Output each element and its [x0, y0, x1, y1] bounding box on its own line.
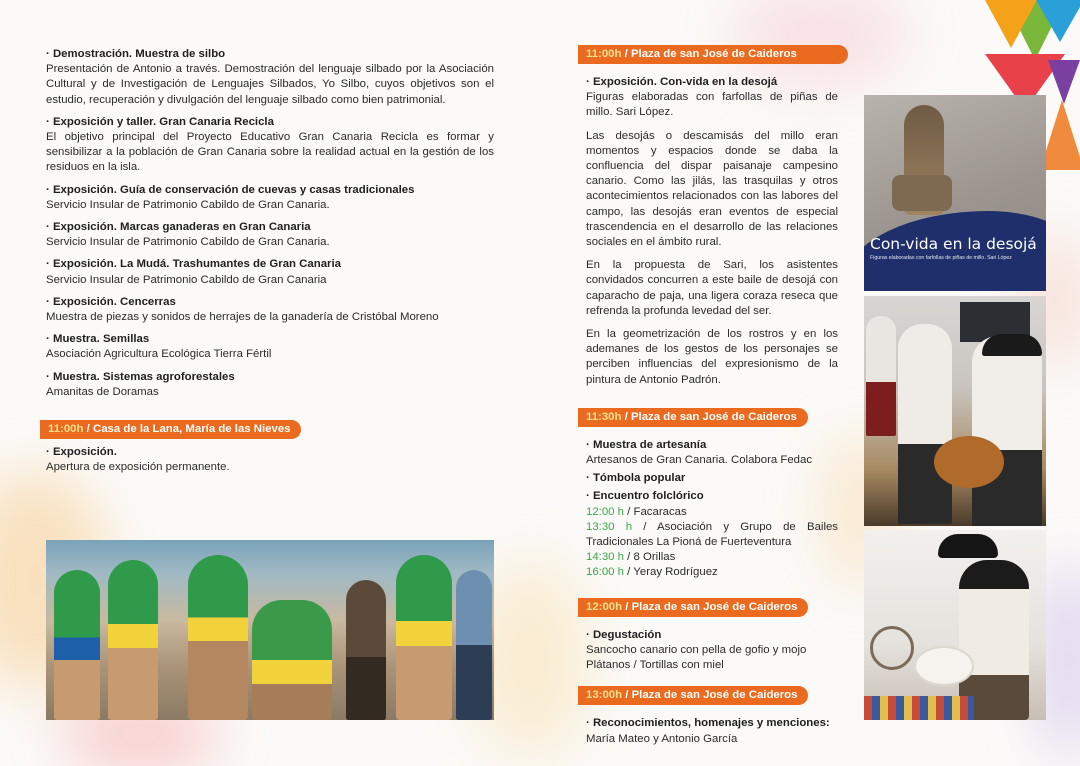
item-body: Apertura de exposición permanente.: [46, 461, 230, 474]
schedule-text: / Yeray Rodríguez: [624, 566, 718, 579]
program-item: [46, 183, 494, 213]
schedule-time: 13:30 h: [586, 520, 633, 533]
item-title: · Reconocimientos, homenajes y menciones:: [586, 717, 830, 730]
program-item: [586, 716, 838, 746]
item-body: Plátanos / Tortillas con miel: [586, 659, 724, 672]
left-column: [46, 47, 494, 482]
program-item: [46, 370, 494, 400]
badge-place: / Plaza de san José de Caideros: [622, 689, 798, 702]
item-title: · Demostración. Muestra de silbo: [46, 48, 226, 60]
schedule-text: / Asociación y Grupo de Bailes Tradicionales La Pioná de Fuerteventura: [586, 520, 838, 549]
item-title: · Exposición. La Mudá. Trashumantes de Gran Canaria: [46, 258, 341, 271]
photo-caption-subtitle: Figuras elaboradas con farfollas de piñas de millo. Sari López: [870, 255, 1012, 261]
program-item: [46, 220, 494, 250]
item-title: · Tómbola popular: [586, 472, 686, 485]
schedule-entry: [586, 505, 838, 520]
time-badge: [578, 408, 808, 427]
schedule-entry: [586, 550, 838, 565]
badge-time: 11:00h: [586, 48, 622, 60]
item-body: En la propuesta de Sari, los asistentes convidados concurren a este baile de desojá con caparacho de paja, una ligera coraza reseca que refrenda la profunda levedad del ser.: [586, 259, 838, 317]
item-body: El objetivo principal del Proyecto Educativo Gran Canaria Recicla es formar y sensibilizar a la población de Gran Canaria sobre la realidad actual en la gestión de los residuos en la isla.: [46, 131, 494, 174]
photo-artisan: [864, 530, 1046, 720]
decor-triangle: [1048, 60, 1080, 104]
badge-place: / Plaza de san José de Caideros: [621, 48, 797, 60]
item-title: · Encuentro folclórico: [586, 490, 704, 503]
program-item: [46, 295, 494, 325]
item-body: Servicio Insular de Patrimonio Cabildo de Gran Canaria.: [46, 236, 330, 249]
badge-time: 11:30h: [586, 410, 622, 423]
item-body: Figuras elaboradas con farfollas de piñas de millo. Sari López.: [586, 91, 838, 119]
time-badge: [578, 598, 808, 617]
item-title: · Exposición. Con-vida en la desojá: [586, 76, 778, 88]
item-title: · Muestra. Semillas: [46, 333, 150, 346]
schedule-text: / 8 Orillas: [624, 551, 676, 564]
item-title: · Exposición. Cencerras: [46, 295, 176, 308]
badge-place: / Casa de la Lana, María de las Nieves: [83, 423, 291, 436]
item-title: · Muestra de artesanía: [586, 438, 707, 451]
schedule-entry: [586, 565, 838, 580]
item-body: Las desojás o descamisás del millo eran momentos y espacios donde se daba la confluencia del dispar paisanaje campesino canario. Como las jilás, las trasquilas y otros acontecimientos relacionados con las labores del campo, las desojás eran eventos de especial trascendencia en el desarrollo de las relaciones sociales en el ámbito rural.: [586, 129, 838, 249]
schedule-time: 14:30 h: [586, 551, 625, 564]
program-item: [586, 489, 838, 580]
schedule-entry: [586, 520, 838, 550]
badge-time: 13:00h: [586, 689, 623, 702]
decor-triangle: [985, 0, 1037, 48]
time-badge: [578, 45, 848, 64]
photo-sculpture: [864, 95, 1046, 291]
item-title: · Muestra. Sistemas agroforestales: [46, 370, 235, 383]
schedule-time: 12:00 h: [586, 505, 625, 518]
badge-time: 11:00h: [48, 423, 84, 436]
item-body: Sancocho canario con pella de gofio y mojo: [586, 643, 807, 656]
badge-place: / Plaza de san José de Caideros: [621, 410, 797, 423]
program-item: [46, 47, 494, 108]
program-item: [586, 75, 838, 388]
photo-caption-title: Con-vida en la desojá: [870, 235, 1037, 253]
program-item: [46, 257, 494, 287]
item-title: · Degustación: [586, 628, 662, 641]
photo-traditional-games: [46, 540, 494, 720]
badge-place: / Plaza de san José de Caideros: [622, 600, 798, 613]
schedule-time: 16:00 h: [586, 566, 625, 579]
item-body: En la geometrización de los rostros y en los ademanes de los gestos de los personajes se perciben influencias del expresionismo de la pintura de Antonio Padrón.: [586, 328, 838, 386]
program-item: [46, 332, 494, 362]
program-item: [46, 115, 494, 176]
item-title: · Exposición y taller. Gran Canaria Recicla: [46, 115, 274, 128]
decor-triangle: [1040, 100, 1080, 170]
item-body: María Mateo y Antonio García: [586, 732, 738, 745]
schedule-text: / Facaracas: [624, 505, 687, 518]
program-item: [586, 628, 838, 674]
item-title: · Exposición. Guía de conservación de cuevas y casas tradicionales: [46, 183, 415, 196]
item-body: Servicio Insular de Patrimonio Cabildo de Gran Canaria: [46, 273, 327, 286]
item-title: · Exposición.: [46, 446, 117, 459]
item-title: · Exposición. Marcas ganaderas en Gran Canaria: [46, 221, 311, 234]
time-badge: [40, 420, 301, 439]
right-column: [586, 45, 838, 754]
item-body: Asociación Agricultura Ecológica Tierra Fértil: [46, 348, 272, 361]
program-item: [586, 471, 838, 486]
item-body: Servicio Insular de Patrimonio Cabildo de Gran Canaria.: [46, 198, 330, 211]
item-body: Presentación de Antonio a través. Demostración del lenguaje silbado por la Asociación Cultural y de Investigación de Lenguajes Silbados, Yo Silbo, cuyos objetivos son el estudio, recuperación y divulgación del lenguaje silbado como bien patrimonial.: [46, 63, 494, 106]
time-badge: [578, 686, 808, 705]
item-body: Amanitas de Doramas: [46, 385, 159, 398]
decor-triangle: [1036, 0, 1080, 42]
item-body: Muestra de piezas y sonidos de herrajes de la ganadería de Cristóbal Moreno: [46, 311, 439, 324]
item-body: Artesanos de Gran Canaria. Colabora Fedac: [586, 454, 813, 467]
photo-folk-musicians: [864, 296, 1046, 526]
badge-time: 12:00h: [586, 600, 623, 613]
program-item: [586, 438, 838, 468]
program-item: [46, 445, 494, 475]
